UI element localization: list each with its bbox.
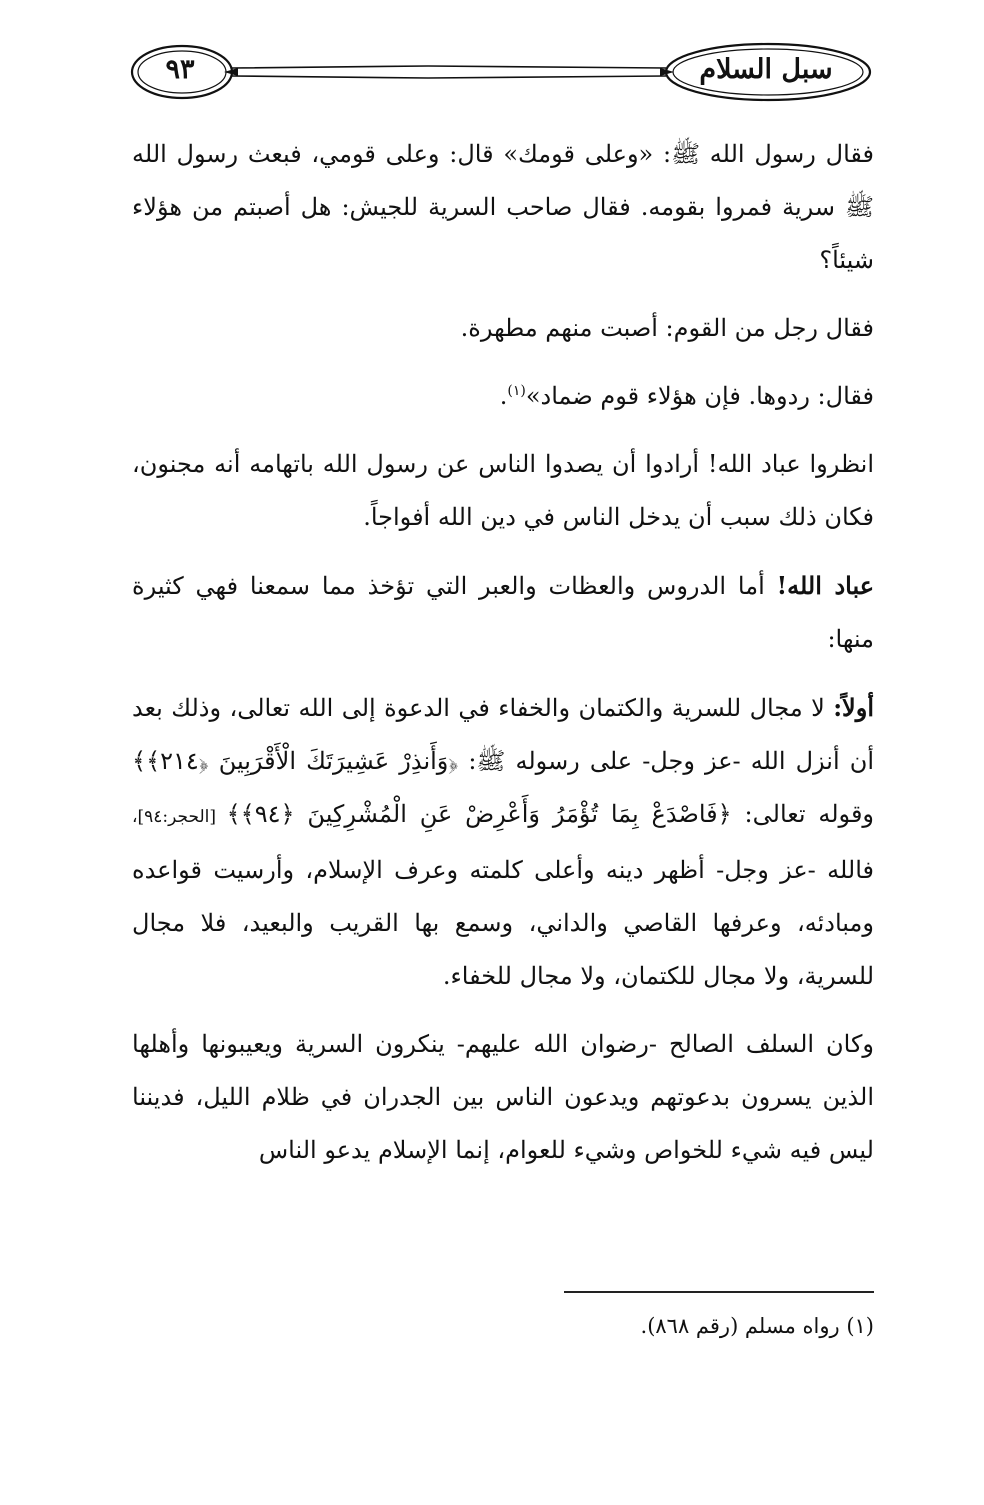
paragraph-1: فقال رسول الله ﷺ: «وعلى قومك» قال: وعلى قومي، فبعث رسول الله ﷺ سرية فمروا بقومه. فقال صاحب السرية للجيش: هل أصبتم من هؤلاء شيئاً؟ xyxy=(132,140,874,274)
paragraph-4: انظروا عباد الله! أرادوا أن يصدوا الناس عن رسول الله باتهامه أنه مجنون، فكان ذلك سبب أن يدخل الناس في دين الله أفواجاً. xyxy=(132,450,874,531)
paragraph-5 xyxy=(132,559,874,666)
book-title: سبل السلام xyxy=(699,54,833,85)
page-header xyxy=(128,38,874,106)
paragraph-5-lead: عباد الله! xyxy=(776,571,875,600)
page-body xyxy=(132,128,874,1177)
paragraph-7: وكان السلف الصالح -رضوان الله عليهم- ينكرون السرية ويعيبونها وأهلها الذين يسرون بدعوتهم ويدعون الناس بين الجدران في ظلام الليل، فديننا ليس فيه شيء للخواص وشيء للعوام، إنما الإسلام يدعو الناس xyxy=(132,1030,874,1164)
paragraph-6-rest: فالله -عز وجل- أظهر دينه وأعلى كلمته وعرف الإسلام، وأرسيت قواعده ومبادئه، وعرفها القاصي والداني، وسمع بها القريب والبعيد، فلا مجال للسرية، ولا مجال للكتمان، ولا مجال للخفاء. xyxy=(132,856,875,990)
footnote-marker: (١) xyxy=(507,383,526,399)
paragraph-3-text: فقال: ردوها. فإن هؤلاء قوم ضماد» xyxy=(525,382,874,410)
footnote: (١) رواه مسلم (رقم ٨٦٨). xyxy=(640,1314,874,1338)
footnote-divider xyxy=(564,1291,874,1293)
paragraph-5-text: أما الدروس والعظات والعبر التي تؤخذ مما سمعنا فهي كثيرة منها: xyxy=(132,572,874,653)
paragraph-6 xyxy=(132,681,874,1003)
paragraph-3-tail: . xyxy=(499,382,508,410)
paragraph-2: فقال رجل من القوم: أصبت منهم مطهرة. xyxy=(460,314,874,342)
paragraph-6-text: لا مجال للسرية والكتمان والخفاء في الدعوة إلى الله تعالى، وذلك بعد أن أنزل الله -عز وجل- على رسوله ﷺ: ﴿وَأَنذِرْ عَشِيرَتَكَ الْأَقْرَبِينَ ﴿٢١٤﴾﴾ وقوله تعالى: ﴿فَاصْدَعْ بِمَا تُؤْمَرُ وَأَعْرِضْ عَنِ الْمُشْرِكِينَ ﴿٩٤﴾﴾ xyxy=(132,694,875,828)
page-number: ٩٣ xyxy=(165,54,195,85)
paragraph-3 xyxy=(132,370,874,423)
paragraph-6-lead: أولاً: xyxy=(833,693,874,722)
verse-reference: [الحجر:٩٤]، xyxy=(132,807,227,827)
